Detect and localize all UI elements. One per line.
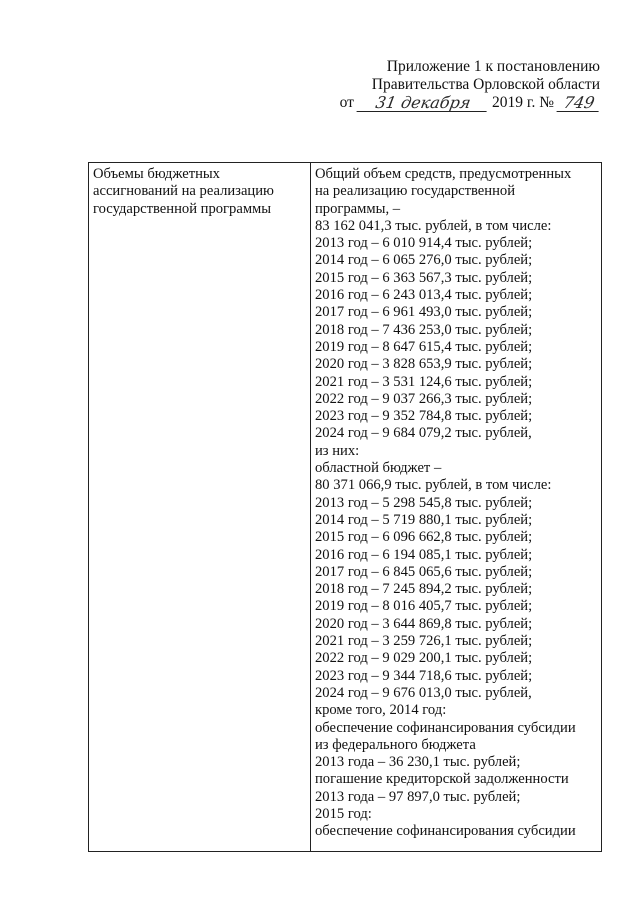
value-line: 2015 год – 6 363 567,3 тыс. рублей;	[315, 269, 533, 286]
value-line: кроме того, 2014 год:	[315, 702, 447, 719]
value-line: 2022 год – 9 029 200,1 тыс. рублей;	[315, 650, 533, 667]
value-line: погашение кредиторской задолженности	[315, 771, 569, 788]
value-line: программы, –	[315, 200, 401, 217]
value-line: 2013 года – 36 230,1 тыс. рублей;	[315, 754, 521, 771]
value-line: 2016 год – 6 243 013,4 тыс. рублей;	[315, 287, 533, 304]
document-header	[300, 58, 600, 112]
table-row	[89, 163, 602, 852]
value-line: 80 371 066,9 тыс. рублей, в том числе:	[315, 477, 552, 494]
value-line: Общий объем средств, предусмотренных	[315, 166, 572, 182]
value-line: 2014 год – 5 719 880,1 тыс. рублей;	[315, 511, 533, 528]
year-number-label: 2019 г. №	[491, 94, 554, 111]
value-line: 2023 год – 9 344 718,6 тыс. рублей;	[315, 667, 533, 684]
value-line: обеспечение софинансирования субсидии	[315, 823, 576, 840]
value-line: из федерального бюджета	[315, 736, 476, 753]
value-line: на реализацию государственной	[315, 183, 516, 200]
header-line-2: Правительства Орловской области	[371, 76, 600, 93]
value-line: 2013 год – 5 298 545,8 тыс. рублей;	[315, 494, 533, 511]
value-line: 2013 года – 97 897,0 тыс. рублей;	[315, 788, 521, 805]
value-line: 2022 год – 9 037 266,3 тыс. рублей;	[315, 390, 533, 407]
value-line: 2016 год – 6 194 085,1 тыс. рублей;	[315, 546, 533, 563]
value-line: 2021 год – 3 259 726,1 тыс. рублей;	[315, 633, 533, 650]
value-line: 2024 год – 9 684 079,2 тыс. рублей,	[315, 425, 532, 442]
handwritten-number: 749	[557, 95, 602, 112]
value-line: 2013 год – 6 010 914,4 тыс. рублей;	[315, 235, 533, 252]
value-line: 2024 год – 9 676 013,0 тыс. рублей,	[315, 684, 532, 701]
value-line: 2017 год – 6 845 065,6 тыс. рублей;	[315, 563, 533, 580]
value-line: 2015 год – 6 096 662,8 тыс. рублей;	[315, 529, 533, 546]
value-line: 2019 год – 8 016 405,7 тыс. рублей;	[315, 598, 533, 615]
value-line: из них:	[315, 442, 360, 459]
program-table	[88, 162, 602, 852]
value-line: 2017 год – 6 961 493,0 тыс. рублей;	[315, 304, 533, 321]
budget-values-cell	[311, 163, 602, 852]
value-line: 2023 год – 9 352 784,8 тыс. рублей;	[315, 408, 533, 425]
label-line: ассигнований на реализацию	[93, 183, 274, 200]
header-date-row	[300, 94, 600, 112]
budget-label-cell	[89, 163, 311, 852]
value-line: 2020 год – 3 828 653,9 тыс. рублей;	[315, 356, 533, 373]
value-line: 2019 год – 8 647 615,4 тыс. рублей;	[315, 338, 533, 355]
value-line: 2015 год:	[315, 805, 372, 822]
label-line: государственной программы	[93, 200, 272, 217]
value-line: обеспечение софинансирования субсидии	[315, 719, 576, 736]
value-line: 83 162 041,3 тыс. рублей, в том числе:	[315, 217, 552, 234]
value-line: 2018 год – 7 436 253,0 тыс. рублей;	[315, 321, 533, 338]
value-line: 2014 год – 6 065 276,0 тыс. рублей;	[315, 252, 533, 269]
handwritten-date: 31 декабря	[356, 95, 489, 112]
label-line: Объемы бюджетных	[93, 166, 220, 182]
from-label: от	[339, 94, 354, 111]
value-line: областной бюджет –	[315, 460, 442, 477]
value-line: 2018 год – 7 245 894,2 тыс. рублей;	[315, 581, 533, 598]
value-line: 2021 год – 3 531 124,6 тыс. рублей;	[315, 373, 533, 390]
value-line: 2020 год – 3 644 869,8 тыс. рублей;	[315, 615, 533, 632]
header-line-1: Приложение 1 к постановлению	[386, 58, 600, 75]
